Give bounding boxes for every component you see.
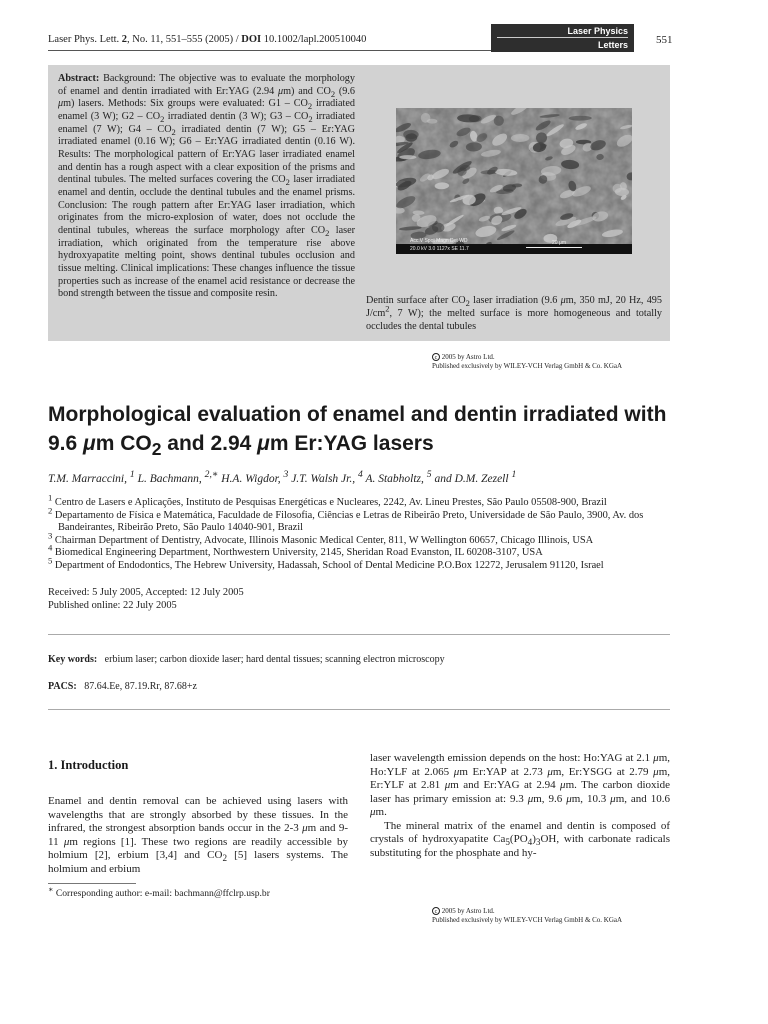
intro-paragraph: laser wavelength emission depends on the host: Ho:YAG at 2.1 μm, Ho:YLF at 2.065 μm Er:YAP at 2.73 μm, Er:YSGG at 2.79 μm, Er:YLF at 2.81 μm and Er:YAG at 2.94 μm. The carbon dioxide laser has primary emission at: 9.3 μm, 9.6 μm, 10.3 μm, and 10.6 μm. <box>370 752 670 818</box>
sem-info-bar: Acc.V Spot Magn Det WD 20.0 kV 3.0 1127x SE 11.7 20 μm <box>396 244 632 254</box>
intro-paragraph: The mineral matrix of the enamel and dentin is composed of crystals of hydroxyapatite $Ca_5(PO_4)_3OH$, with carbonate radicals substituting for the phosphate and hy- <box>370 819 670 859</box>
abstract-text: Abstract: Background: The objective was to evaluate the morphology of enamel and dentin irradiated with Er:YAG (2.94 μm) and $CO_2$ (9.6 μm) lasers. Methods: Six groups were evaluated: $G1 - CO_2$ irradiated enamel (3 W); $G2 - CO_2$ irradiated dentin (3 W); $G3 - CO_2$ irradiated enamel (7 W); $G4 - CO_2$ irradiated dentin (7 W); G5 – Er:YAG irradiated enamel (0.16 W); G6 – Er:YAG irradiated dentin (0.16 W). Results: The morphological pattern of Er:YAG laser irradiated enamel and dentin has a rough aspect with a clear exposition of the prisms and dentinal tubules. The melted surfaces covering the $CO_2$ laser irradiated enamel and dentin, occlude the dentinal tubules and the enamel prisms. Conclusion: The rough pattern after Er:YAG laser irradiation, which originates from the micro-explosion of water, does not occlude the dentinal tubules, whereas the surface morphology after $CO_2$ laser irradiation, which originated from the temperature rise above hydroxyapatite melting point, shows dentinal tubules occlusion and tissue melting. Clinical implications: These changes influence the tissue properties such as increase of the enamel acid resistance or decrease the bond strength between the tissue and composite resin. <box>58 73 356 300</box>
intro-column-2 <box>370 752 670 860</box>
article-dates: Received: 5 July 2005, Accepted: 12 July 2005 Published online: 22 July 2005 <box>48 587 244 611</box>
author-list: T.M. Marraccini, $^1$ L. Bachmann, $^{2,∗}$ H.A. Wigdor, $^3$ J.T. Walsh Jr., $^4$ A. Stabholtz, $^5$ and D.M. Zezell $^1$ <box>48 469 517 485</box>
intro-column-1: Enamel and dentin removal can be achieved using lasers with wavelengths that are strongly absorbed by these tissues. In the infrared, the strongest absorption bands occur in the 2-3 μm and 9-11 μm regions [1]. These two regions are readily accessible by holmium [2], erbium [3,4] and $CO_2$ [5] lasers systems. The holmium and erbium <box>48 795 348 875</box>
affiliation-5: $^5$ Department of Endodontics, The Hebrew University, Hadassah, School of Dental Medicine P.O.Box 12272, Jerusalem 91120, Israel <box>48 555 604 571</box>
affiliations <box>48 492 672 573</box>
rule-above-keywords <box>48 634 670 635</box>
figure-caption: Dentin surface after $CO_2$ laser irradiation (9.6 μm, 350 mJ, 20 Hz, 495 $J/cm^2$, 7 W); the melted surface is more homogeneous and totally occludes the dental tubules <box>366 295 662 332</box>
page-number: 551 <box>656 34 673 46</box>
pacs-codes: PACS: 87.64.Ee, 87.19.Rr, 87.68+z <box>48 681 197 692</box>
footnote-rule <box>48 883 136 884</box>
affiliation-2: $^2$ Departamento de Física e Matemática, Faculdade de Filosofia, Ciências e Letras de Ribeirão Preto, Universidade de São Paulo, 3900, Av. dos Bandeirantes, Ribeirão Preto, São Paulo 14040-901, Brazil <box>48 505 644 534</box>
journal-logo: Laser Physics Letters <box>491 24 634 52</box>
article-title: Morphological evaluation of enamel and dentin irradiated with 9.6 μm $CO_2$ and 2.94 μm Er:YAG lasers <box>48 403 667 460</box>
copyright-notice-bottom: c 2005 by Astro Ltd. Published exclusively by WILEY-VCH Verlag GmbH & Co. KGaA <box>432 907 623 924</box>
affiliation-4: $^4$ Biomedical Engineering Department, Northwestern University, 2145, Sheridan Road Evanston, IL 60208-3107, USA <box>48 542 543 559</box>
rule-below-pacs <box>48 709 670 710</box>
copyright-notice-top: c 2005 by Astro Ltd. Published exclusively by WILEY-VCH Verlag GmbH & Co. KGaA <box>432 353 623 370</box>
affiliation-1: $^1$ Centro de Lasers e Aplicações, Instituto de Pesquisas Energéticas e Nucleares, 2242, Av. Lineu Prestes, São Paulo 05508-900, Brazil <box>48 492 607 508</box>
header-rule <box>48 50 491 51</box>
keywords: Key words: erbium laser; carbon dioxide laser; hard dental tissues; scanning electron microscopy <box>48 654 445 665</box>
affiliation-3: $^3$ Chairman Department of Dentistry, Advocate, Illinois Masonic Medical Center, 811, W Wellington 60657, Chicago Illinois, USA <box>48 530 594 546</box>
footnote-corresponding-author: ∗ Corresponding author: e-mail: bachmann@ffclrp.usp.br <box>48 884 270 899</box>
section-heading-introduction: 1. Introduction <box>48 758 129 772</box>
sem-micrograph <box>396 108 632 254</box>
running-header-citation: Laser Phys. Lett. 2, No. 11, 551–555 (2005) / DOI 10.1002/lapl.200510040 <box>48 34 367 45</box>
